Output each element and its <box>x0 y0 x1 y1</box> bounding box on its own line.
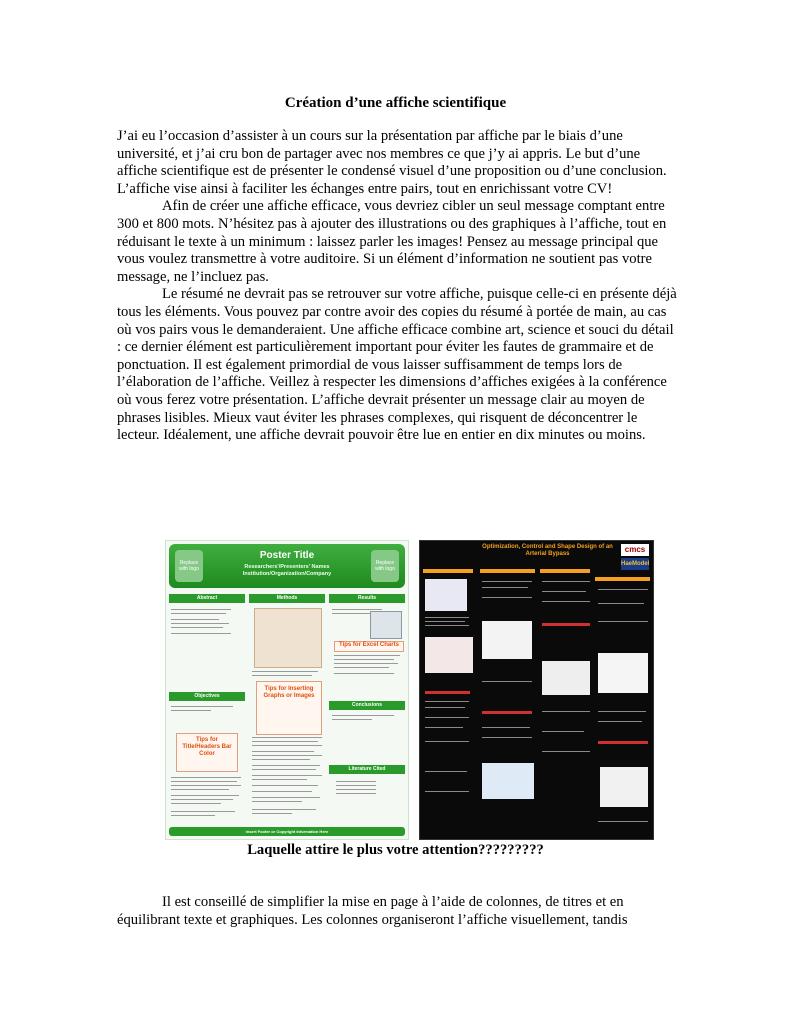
poster-institution: Institution/Organization/Company <box>242 571 332 577</box>
text-line <box>252 765 320 766</box>
text-line <box>252 675 312 676</box>
text-line <box>171 777 241 778</box>
text-line <box>598 711 646 712</box>
text-line <box>171 799 233 800</box>
tips-headers-box: Tips for Title/Headers Bar Color <box>176 733 238 772</box>
text-line <box>542 581 590 582</box>
artery-figure <box>425 579 467 611</box>
poster-header-bar <box>169 544 405 588</box>
mesh-figure <box>542 661 590 695</box>
text-line <box>425 621 465 622</box>
poster-subtitle <box>209 564 365 578</box>
text-line <box>425 727 463 728</box>
text-line <box>252 769 316 770</box>
text-line <box>334 673 394 674</box>
text-line <box>482 681 532 682</box>
section-bar <box>540 569 590 573</box>
poster-title: Poster Title <box>259 550 315 561</box>
paragraph-3: Le résumé ne devrait pas se retrouver sur votre affiche, puisque celle-ci en présente déjà tous les éléments. Vous pouvez par contre avoir des copies du résumé à portée de main, au cas où vos pairs vous le demanderaient. Une affiche efficace combine art, science et souci du détail : ce dernier élément est particulièrement important pour éviter les fautes de grammaire et de ponctuation. Il est également primordial de vous laisser suffisamment de temps lors de l’élaboration de l’affiche. Veillez à respecter les dimensions d’affiches exigées à la conférence où vous ferez votre présentation. L’affiche devrait présenter un message clair au moyen de phrases lisibles. Mieux vaut éviter les phrases complexes, qui risquent de déconcentrer le lecteur. Idéalement, une affiche devrait pouvoir être lue en entier en dix minutes ou moins. <box>117 286 677 444</box>
text-line <box>252 741 318 742</box>
text-line <box>171 633 231 634</box>
text-line <box>171 811 235 812</box>
text-line <box>425 707 465 708</box>
methods-figure <box>254 608 322 668</box>
text-line <box>482 737 532 738</box>
results-figure <box>600 767 648 807</box>
section-abstract: Abstract <box>169 594 245 603</box>
paragraph-1: J’ai eu l’occasion d’assister à un cours sur la présentation par affiche par le biais d’une université, et j’ai cru bon de partager avec nos membres ce que j’y ai appris. Le but d’une affiche scientifique est de présenter le condensé visuel d’une proposition ou d’une conclusion. L’affiche vise ainsi à faciliter les échanges entre pairs, tout en enrichissant votre CV! <box>117 128 667 197</box>
plot-figure <box>482 621 532 659</box>
text-line <box>542 711 590 712</box>
text-line <box>542 751 590 752</box>
text-line <box>332 609 382 610</box>
text-line <box>336 785 376 786</box>
text-line <box>425 791 469 792</box>
text-line <box>171 795 239 796</box>
highlight-bar <box>425 691 470 694</box>
poster-presenters: Researchers'/Presenters' Names <box>244 564 330 570</box>
poster-template-image <box>165 540 409 840</box>
text-line <box>425 717 469 718</box>
text-line <box>336 793 376 794</box>
text-line <box>334 663 398 664</box>
text-line <box>171 627 223 628</box>
text-line <box>252 785 318 786</box>
highlight-bar <box>482 711 532 714</box>
section-conclusions: Conclusions <box>329 701 405 710</box>
text-line <box>171 619 219 620</box>
text-line <box>598 589 648 590</box>
text-line <box>252 813 292 814</box>
research-poster-image <box>419 540 654 840</box>
text-line <box>252 775 322 776</box>
text-line <box>171 803 221 804</box>
text-line <box>252 809 316 810</box>
text-line <box>252 751 314 752</box>
text-line <box>425 701 469 702</box>
text-line <box>542 601 590 602</box>
text-line <box>252 737 322 738</box>
text-line <box>171 613 226 614</box>
after-text <box>117 894 677 929</box>
highlight-bar <box>598 741 648 744</box>
section-methods: Methods <box>249 594 325 603</box>
body-text <box>117 128 677 445</box>
text-line <box>252 671 318 672</box>
text-line <box>482 597 532 598</box>
text-line <box>334 655 400 656</box>
text-line <box>336 789 376 790</box>
poster-footer: Insert Footer or Copyright Information Here <box>169 827 405 836</box>
text-line <box>332 719 372 720</box>
flow-figure <box>482 763 534 799</box>
text-line <box>171 706 233 707</box>
text-line <box>334 659 394 660</box>
text-line <box>482 587 528 588</box>
text-line <box>542 591 586 592</box>
section-bar <box>595 577 650 581</box>
text-line <box>425 617 469 618</box>
text-line <box>598 721 642 722</box>
highlight-bar <box>542 623 590 626</box>
graph-figure <box>598 653 648 693</box>
text-line <box>252 801 302 802</box>
section-results: Results <box>329 594 405 603</box>
logo-placeholder-left: Replace with logo <box>175 550 203 582</box>
logo-placeholder-right: Replace with logo <box>371 550 399 582</box>
section-objectives: Objectives <box>169 692 245 701</box>
text-line <box>332 715 394 716</box>
results-figure <box>370 611 402 639</box>
text-line <box>171 781 237 782</box>
text-line <box>425 741 469 742</box>
section-bar <box>423 569 473 573</box>
text-line <box>336 781 376 782</box>
section-bar <box>480 569 535 573</box>
text-line <box>482 581 532 582</box>
text-line <box>171 609 231 610</box>
paragraph-4: Il est conseillé de simplifier la mise en page à l’aide de colonnes, de titres et en équilibrant texte et graphiques. Les colonnes organiseront l’affiche visuellement, tandis <box>117 894 628 928</box>
text-line <box>334 667 389 668</box>
text-line <box>171 815 215 816</box>
tips-excel-box: Tips for Excel Charts <box>334 641 404 652</box>
text-line <box>252 797 320 798</box>
text-line <box>171 789 229 790</box>
text-line <box>542 731 584 732</box>
text-line <box>252 791 312 792</box>
text-line <box>425 625 469 626</box>
figure-caption: Laquelle attire le plus votre attention????????? <box>247 842 544 858</box>
tips-graphs-box: Tips for Inserting Graphs or Images <box>256 681 322 735</box>
text-line <box>598 821 648 822</box>
paragraph-2: Afin de créer une affiche efficace, vous devriez cibler un seul message comptant entre 300 et 800 mots. N’hésitez pas à ajouter des illustrations ou des graphiques à l’affiche, tout en réduisant le texte à un minimum : laissez parler les images! Pensez au message principal que vous voulez transmettre à votre auditoire. Si un élément d’information ne soutient pas votre message, ne l’incluez pas. <box>117 198 667 285</box>
text-line <box>171 623 229 624</box>
text-line <box>171 785 241 786</box>
bypass-figure <box>425 637 473 673</box>
text-line <box>598 603 644 604</box>
text-line <box>252 779 307 780</box>
text-line <box>598 621 648 622</box>
text-line <box>252 759 310 760</box>
text-line <box>171 710 211 711</box>
document-title: Création d’une affiche scientifique <box>284 95 507 111</box>
haemodel-logo: HaeModel <box>621 558 649 570</box>
text-line <box>482 727 530 728</box>
cmcs-logo: cmcs <box>621 544 649 556</box>
section-literature-cited: Literature Cited <box>329 765 405 774</box>
research-poster-title: Optimization, Control and Shape Design of an Arterial Bypass <box>482 544 613 557</box>
text-line <box>252 745 322 746</box>
text-line <box>425 771 467 772</box>
text-line <box>252 755 322 756</box>
